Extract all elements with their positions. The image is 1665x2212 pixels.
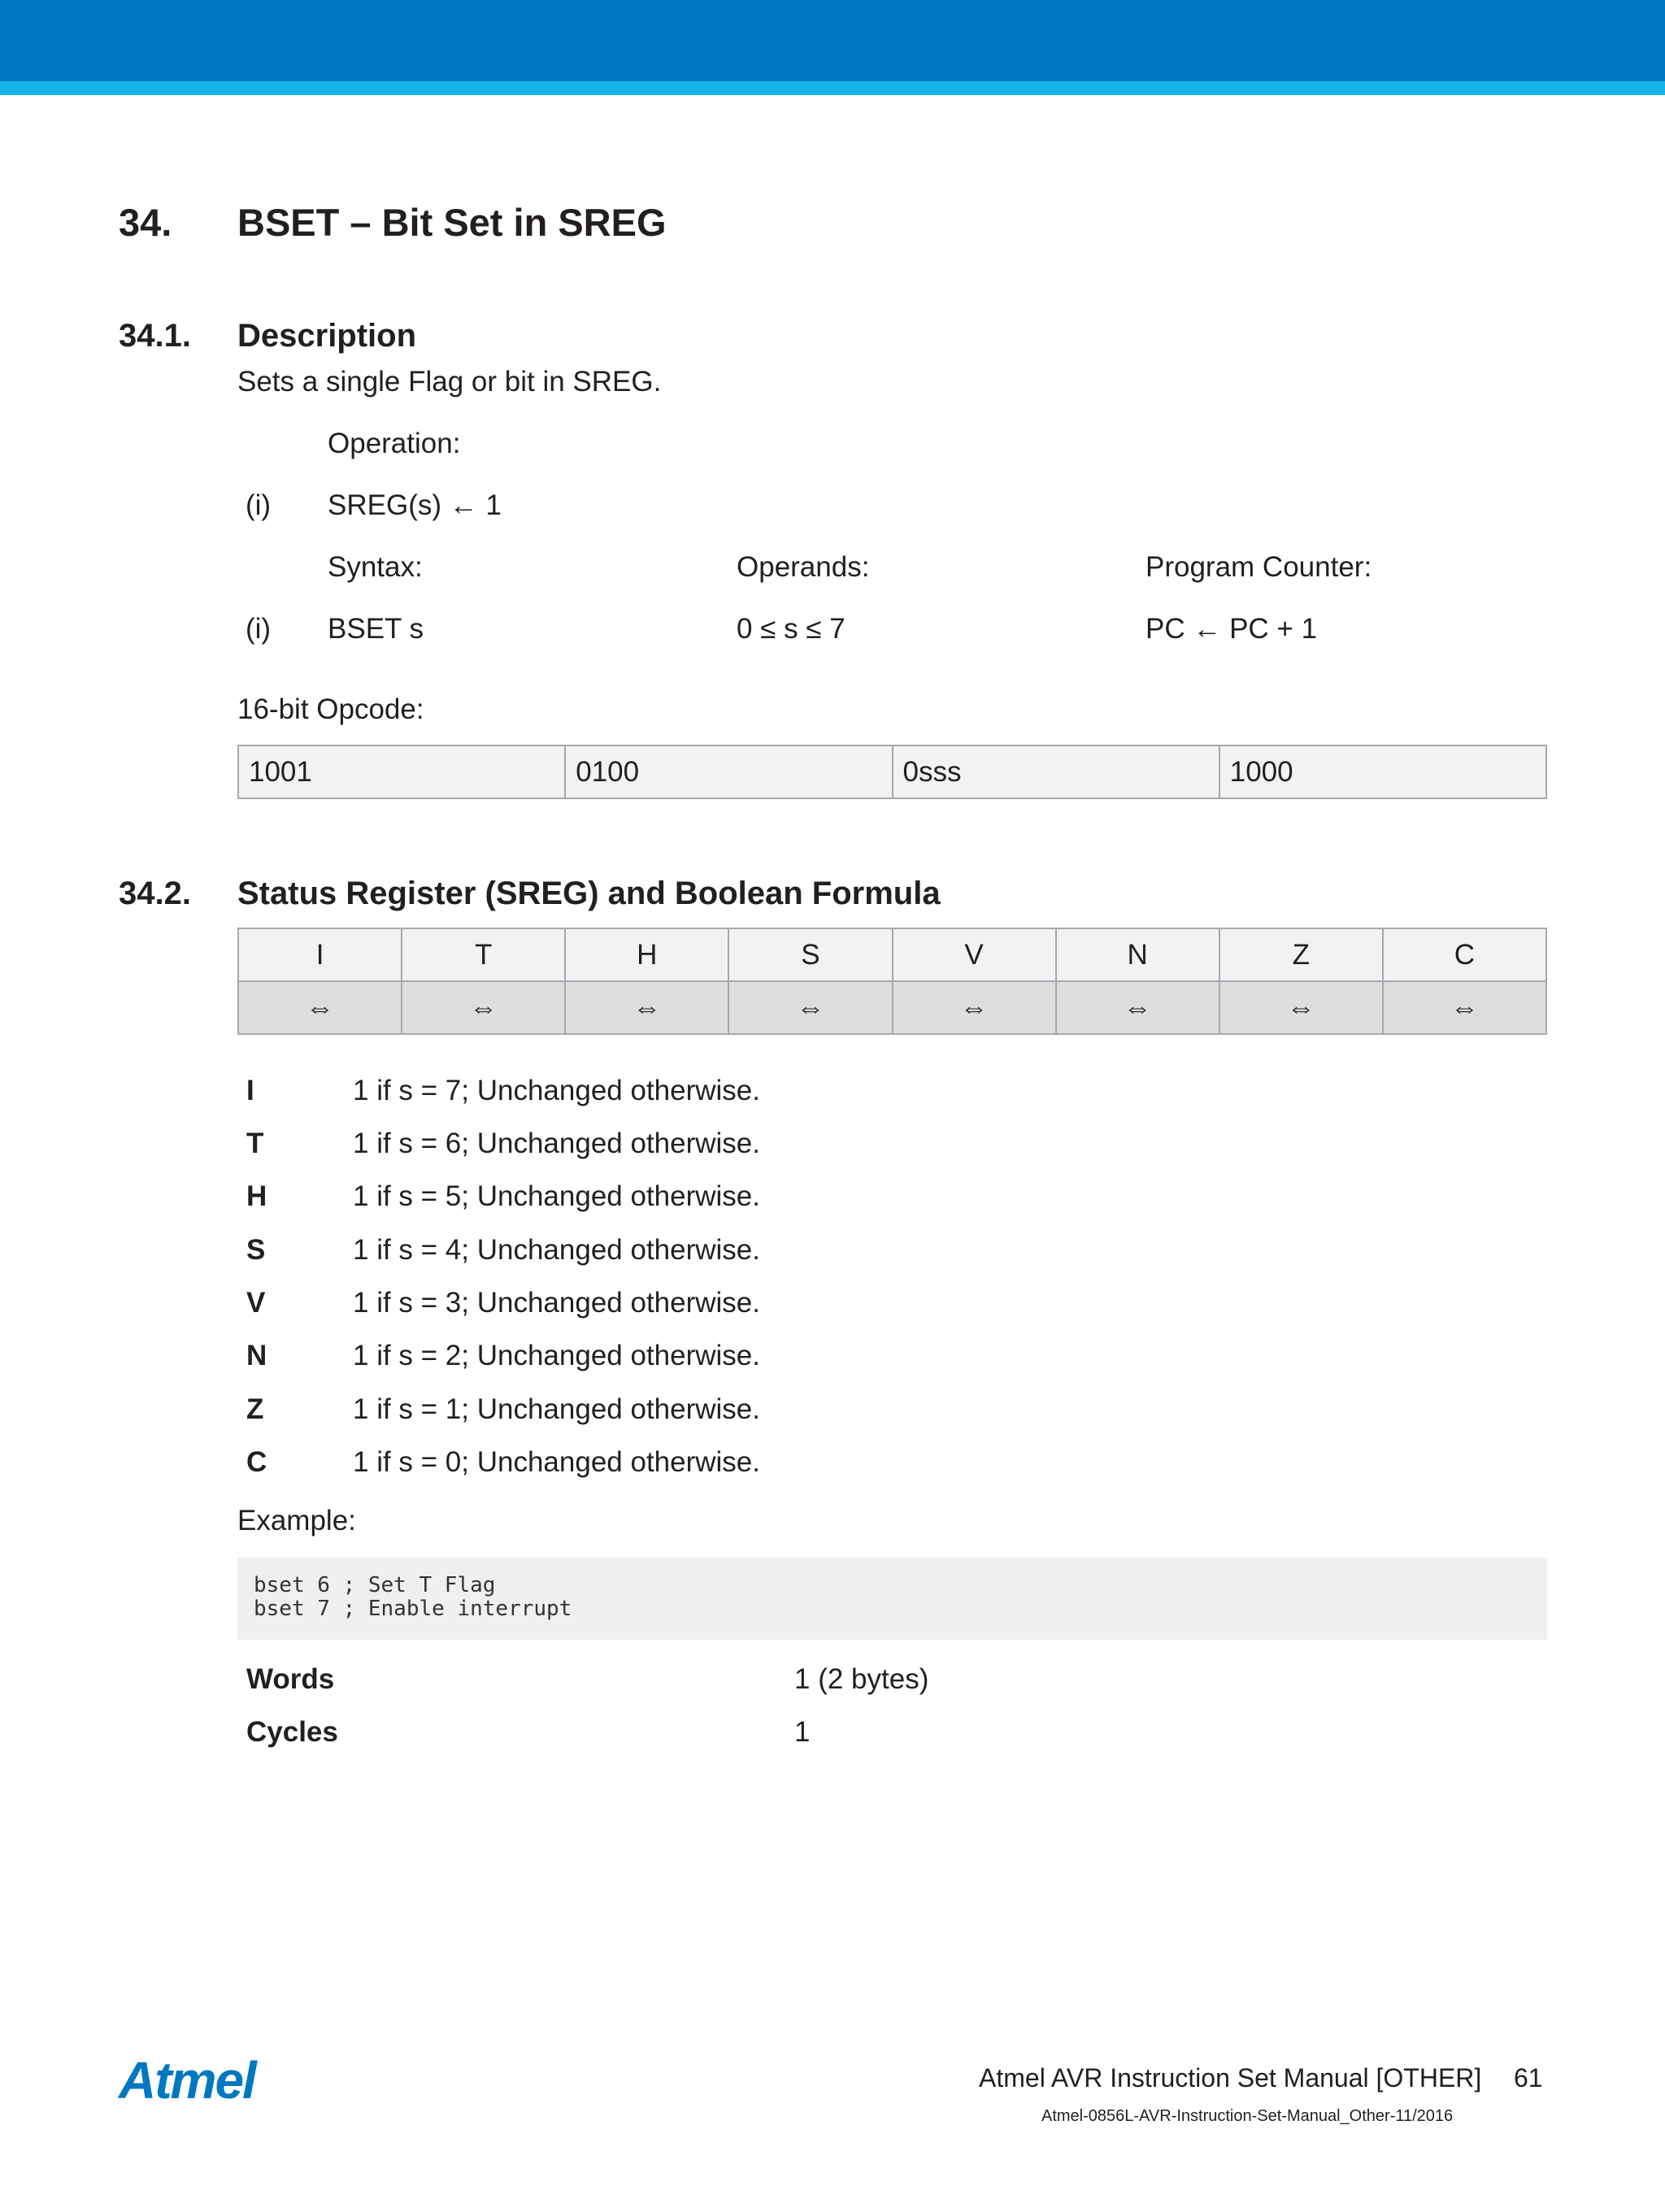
flag-description: 1 if s = 6; Unchanged otherwise.: [353, 1128, 760, 1159]
section-number: 34.: [119, 201, 172, 244]
flag-letter: S: [246, 1234, 266, 1266]
sreg-flag-cell: S: [728, 928, 892, 981]
sreg-effect-cell: ⇔: [1383, 981, 1546, 1034]
description-text: Sets a single Flag or bit in SREG.: [237, 366, 662, 398]
opcode-cell: 0sss: [893, 745, 1219, 798]
flag-description: 1 if s = 0; Unchanged otherwise.: [353, 1446, 760, 1478]
flag-description: 1 if s = 7; Unchanged otherwise.: [353, 1075, 760, 1106]
code-line: bset 6 ; Set T Flag: [254, 1573, 496, 1597]
program-counter-value: PC ← PC + 1: [1146, 613, 1318, 645]
flag-description: 1 if s = 4; Unchanged otherwise.: [353, 1234, 760, 1266]
syntax-label: Syntax:: [328, 551, 423, 583]
sreg-flag-cell: Z: [1219, 928, 1383, 981]
sreg-flag-cell: H: [565, 928, 728, 981]
syntax-index: (i): [246, 613, 272, 645]
subsection-number-description: 34.1.: [119, 318, 191, 354]
opcode-cell: 1001: [238, 745, 565, 798]
header-bar: [0, 0, 1665, 81]
opcode-cell: 1000: [1219, 745, 1546, 798]
subsection-number-sreg: 34.2.: [119, 876, 191, 911]
header-stripe: [0, 81, 1665, 95]
page-number: 61: [1514, 2063, 1543, 2092]
sreg-flags-row: [238, 928, 1546, 981]
operands-label: Operands:: [737, 551, 870, 583]
sreg-table: [237, 928, 1547, 1035]
sreg-effect-cell: ⇔: [402, 981, 565, 1034]
syntax-value: BSET s: [328, 613, 424, 645]
footer-document-id: Atmel-0856L-AVR-Instruction-Set-Manual_Other-11/2016: [1041, 2107, 1454, 2125]
sreg-effects-row: [238, 981, 1546, 1034]
sreg-effect-cell: ⇔: [893, 981, 1056, 1034]
cycles-label: Cycles: [246, 1716, 338, 1748]
operands-value: 0 ≤ s ≤ 7: [737, 613, 846, 645]
cycles-value: 1: [794, 1716, 811, 1748]
footer-manual-title: Atmel AVR Instruction Set Manual [OTHER]: [979, 2063, 1482, 2092]
subsection-title-sreg: Status Register (SREG) and Boolean Formula: [237, 876, 941, 911]
operation-formula: SREG(s) ← 1: [328, 489, 502, 521]
sreg-flag-cell: N: [1056, 928, 1219, 981]
flag-description: 1 if s = 1; Unchanged otherwise.: [353, 1393, 760, 1425]
flag-description: 1 if s = 3; Unchanged otherwise.: [353, 1287, 760, 1319]
flag-letter: I: [246, 1075, 254, 1106]
program-counter-label: Program Counter:: [1146, 551, 1372, 583]
words-value: 1 (2 bytes): [794, 1663, 929, 1695]
sreg-flag-cell: T: [402, 928, 565, 981]
opcode-label: 16-bit Opcode:: [237, 693, 424, 725]
words-label: Words: [246, 1663, 335, 1695]
sreg-flag-cell: C: [1383, 928, 1546, 981]
flag-letter: V: [246, 1287, 266, 1319]
sreg-effect-cell: ⇔: [565, 981, 728, 1034]
operation-label: Operation:: [328, 428, 461, 459]
sreg-flag-cell: I: [238, 928, 402, 981]
subsection-title-description: Description: [237, 318, 417, 354]
sreg-effect-cell: ⇔: [1219, 981, 1383, 1034]
flag-letter: N: [246, 1340, 267, 1371]
operation-index: (i): [246, 489, 272, 521]
flag-letter: T: [246, 1128, 264, 1159]
flag-description: 1 if s = 5; Unchanged otherwise.: [353, 1180, 760, 1212]
sreg-effect-cell: ⇔: [728, 981, 892, 1034]
sreg-flag-cell: V: [893, 928, 1056, 981]
section-title: BSET – Bit Set in SREG: [237, 201, 667, 244]
opcode-table: [237, 745, 1547, 799]
code-line: bset 7 ; Enable interrupt: [254, 1597, 572, 1621]
flag-letter: C: [246, 1446, 267, 1478]
opcode-cell: 0100: [565, 745, 892, 798]
atmel-logo: Atmel: [119, 2051, 255, 2110]
flag-letter: Z: [246, 1393, 264, 1425]
sreg-effect-cell: ⇔: [1056, 981, 1219, 1034]
flag-description: 1 if s = 2; Unchanged otherwise.: [353, 1340, 760, 1371]
code-example-box: [237, 1558, 1547, 1640]
flag-letter: H: [246, 1180, 267, 1212]
example-label: Example:: [237, 1505, 356, 1536]
sreg-effect-cell: ⇔: [238, 981, 402, 1034]
opcode-row: [238, 745, 1546, 798]
